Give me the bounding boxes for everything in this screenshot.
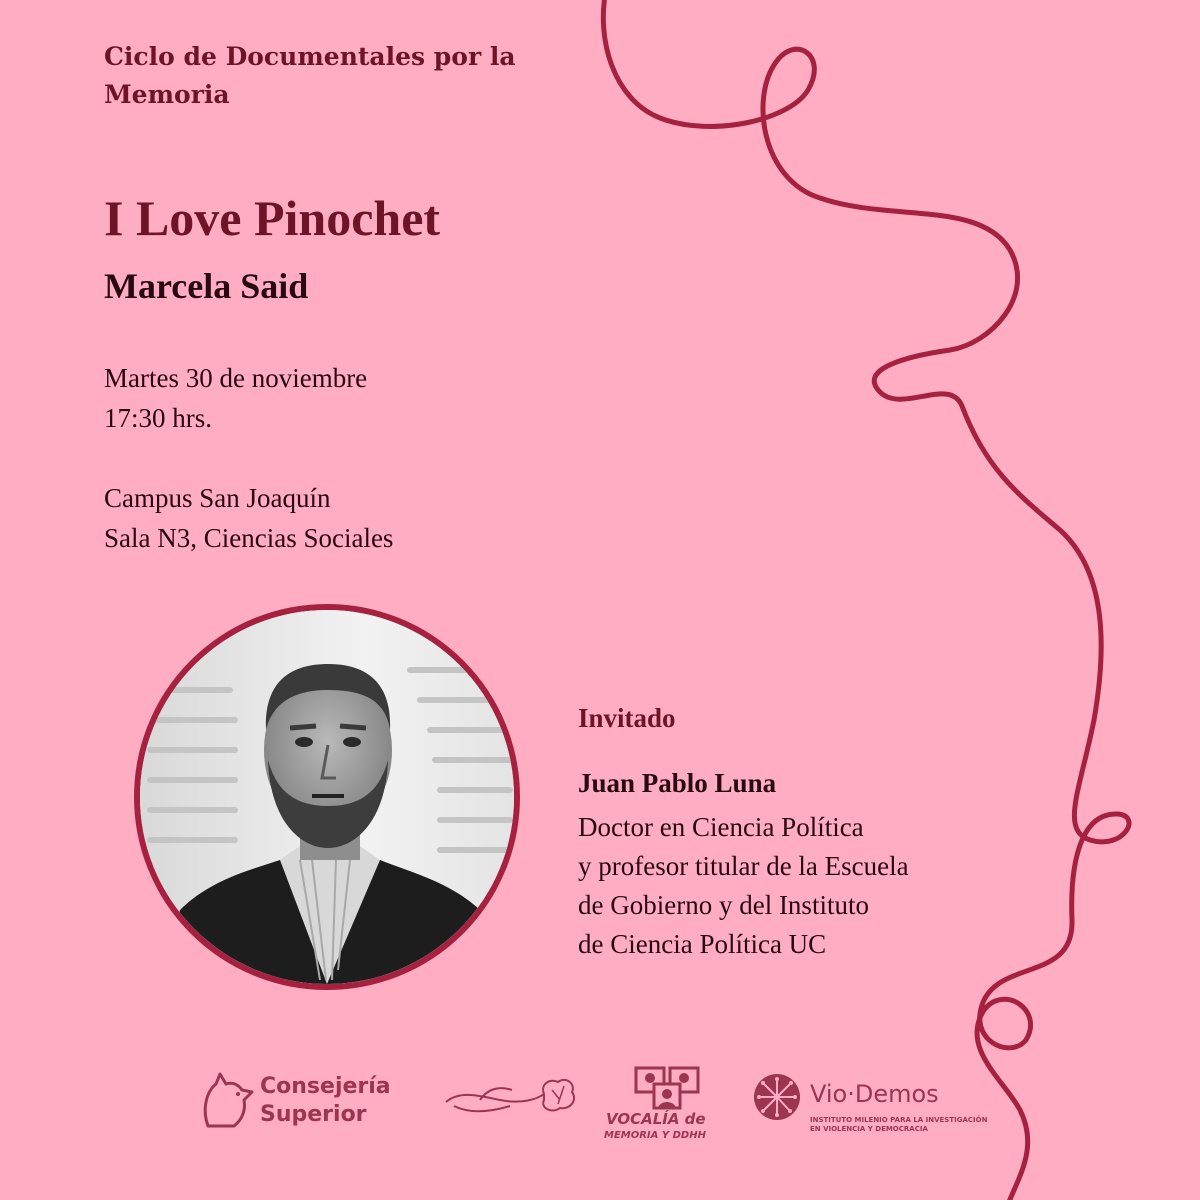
event-time: 17:30 hrs. [104, 403, 212, 433]
guest-bio [578, 808, 1018, 964]
guest-label: Invitado [578, 703, 676, 733]
series-title: Ciclo de Documentales por la Memoria [104, 42, 516, 109]
venue-campus: Campus San Joaquín [104, 483, 331, 513]
portrait-illustration [140, 610, 514, 984]
viodemos-name: Vio·Demos [810, 1080, 939, 1108]
vocalia-line2: MEMORIA Y DDHH [604, 1130, 706, 1141]
event-date: Martes 30 de noviembre [104, 363, 368, 393]
schedule-block [104, 358, 367, 438]
fox-icon [200, 1070, 256, 1130]
guest-bio-line: y profesor titular de la Escuela [578, 851, 909, 881]
film-title: I Love Pinochet [104, 190, 441, 246]
carnation-logo [440, 1070, 580, 1130]
film-director: Marcela Said [104, 266, 309, 306]
venue-block [104, 478, 393, 558]
vocalia-line1: VOCALÍA de [606, 1110, 706, 1128]
portraits-icon [634, 1066, 700, 1110]
guest-bio-line: de Gobierno y del Instituto [578, 890, 869, 920]
viodemos-logo [752, 1072, 988, 1142]
consejeria-line2: Superior [260, 1102, 367, 1127]
burst-icon [752, 1072, 802, 1122]
guest-photo [134, 604, 520, 990]
guest-name: Juan Pablo Luna [578, 768, 777, 798]
consejeria-line1: Consejería [260, 1074, 391, 1099]
guest-bio-line: Doctor en Ciencia Política [578, 812, 864, 842]
guest-bio-line: de Ciencia Política UC [578, 929, 827, 959]
carnation-icon [440, 1070, 580, 1130]
consejeria-superior-logo [200, 1066, 430, 1136]
vocalia-logo [604, 1066, 734, 1156]
viodemos-tagline: INSTITUTO MILENIO PARA LA INVESTIGACIÓN EN VIOLENCIA Y DEMOCRACIA [810, 1116, 988, 1133]
venue-room: Sala N3, Ciencias Sociales [104, 523, 394, 553]
